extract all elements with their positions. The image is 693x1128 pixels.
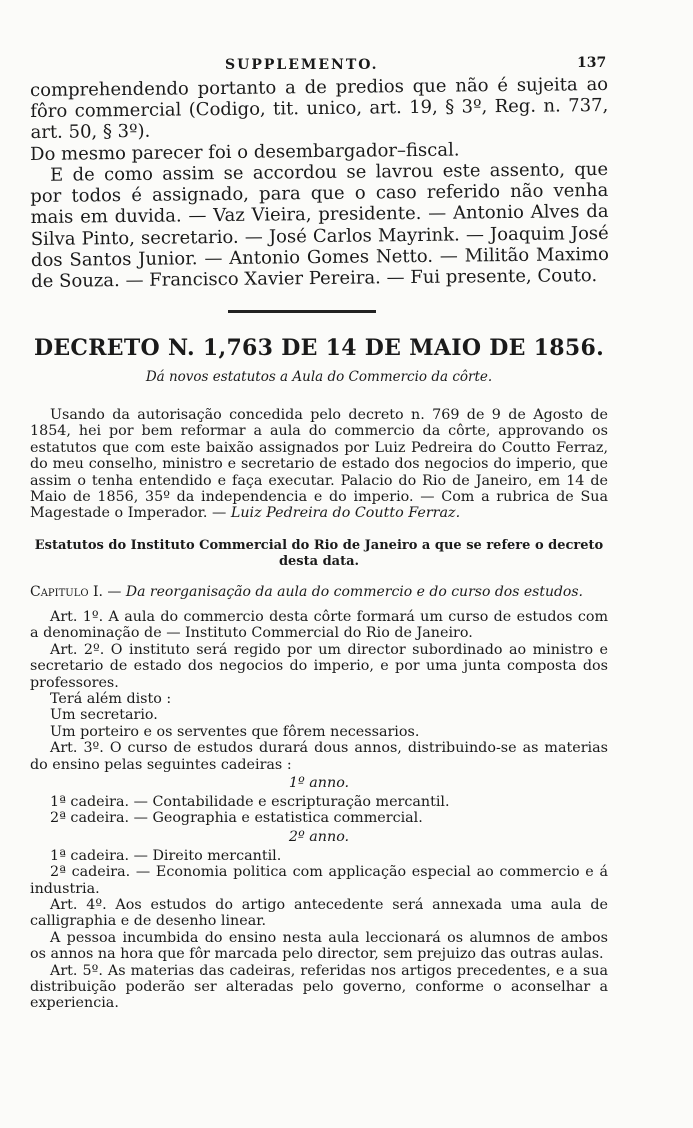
staff-porter: Um porteiro e os serventes que fôrem necessarios. [50,723,420,740]
statutes-title: Estatutos do Instituto Commercial do Rio de Janeiro a que se refere o decreto desta data. [34,537,604,569]
article-2: Art. 2º. O instituto será regido por um director subordinado ao ministro e secretario de estado dos negocios do imperio, e por uma junta composta dos professores. [30,641,608,691]
year-2-chair-2: 2ª cadeira. — Economia politica com applicação especial ao commercio e á industria. [30,864,608,897]
article-4-continuation: A pessoa incumbida do ensino nesta aula leccionará os alumnos de ambos os annos na hora que fôr marcada pelo director, sem prejuizo das outras aulas. [30,929,608,963]
decree-subtitle: Dá novos estatutos a Aula do Commercio da côrte. [145,369,493,386]
decree-body-text: Usando da autorisação concedida pelo decreto n. 769 de 9 de Agosto de 1854, hei por bem reformar a aula do commercio da côrte, approvando os estatutos que com este baixão assignados por Luiz Pedreira do Coutto Ferraz, do meu conselho, ministro e secretario de estado dos negocios do imperio, que assim o tenha entendido e faça executar. Palacio do Rio de Janeiro, em 14 de Maio de 1856, 35º da independencia e do imperio. — Com a rubrica de Sua Magestade o Imperador. — [30,407,608,522]
decree-signature: Luiz Pedreira do Coutto Ferraz. [230,505,461,522]
decree-title: DECRETO N. 1,763 DE 14 DE MAIO DE 1856. [33,335,605,362]
chapter-heading: Capitulo I. — Da reorganisação da aula do commercio e do curso dos estudos. [30,583,583,600]
staff-intro: Terá além disto : [50,690,172,707]
year-1-heading: 1º anno. [288,774,350,791]
year-2-heading: 2º anno. [288,828,350,845]
section-divider [228,310,376,313]
page-number: 137 [577,55,607,71]
year-1-chair-2: 2ª cadeira. — Geographia e estatistica commercial. [50,810,423,827]
page-body [30,73,610,1012]
article-1: Art. 1º. A aula do commercio desta côrte formará um curso de estudos com a denominação de — Instituto Commercial do Rio de Janeiro. [30,608,608,642]
article-5: Art. 5º. As materias das cadeiras, referidas nos artigos precedentes, e a sua distribuição poderão ser alteradas pelo governo, conforme o aconselhar a experiencia. [30,962,608,1012]
previous-paragraph-3: E de como assim se accordou se lavrou este assento, que por todos é assignado, para que o caso referido não venha mais em duvida. — Vaz Vieira, presidente. — Antonio Alves da Silva Pinto, secretario. — José Carlos Mayrink. — Joaquim José dos Santos Junior. — Antonio Gomes Netto. — Militão Maximo de Souza. — Francisco Xavier Pereira. — Fui presente, Couto. [30,158,610,292]
decree-body [30,407,608,522]
year-1-chair-1: 1ª cadeira. — Contabilidade e escripturação mercantil. [50,793,450,810]
staff-secretary: Um secretario. [50,707,158,724]
previous-paragraph-1: comprehendendo portanto a de predios que não é sujeita ao fôro commercial (Codigo, tit. unico, art. 19, § 3º, Reg. n. 737, art. 50, § 3º). [30,73,609,144]
year-2-chair-1: 1ª cadeira. — Direito mercantil. [50,847,282,864]
article-4: Art. 4º. Aos estudos do artigo antecedente será annexada uma aula de calligraphia e de desenho linear. [30,896,608,930]
previous-paragraph-2: Do mesmo parecer foi o desembargador–fiscal. [30,139,460,165]
article-3: Art. 3º. O curso de estudos durará dous annos, distribuindo-se as materias do ensino pelas seguintes cadeiras : [30,740,608,773]
chapter-title: Da reorganisação da aula do commercio e do curso dos estudos. [125,583,583,600]
running-title: SUPPLEMENTO. [225,57,379,73]
chapter-label: Capitulo I. [30,583,103,600]
